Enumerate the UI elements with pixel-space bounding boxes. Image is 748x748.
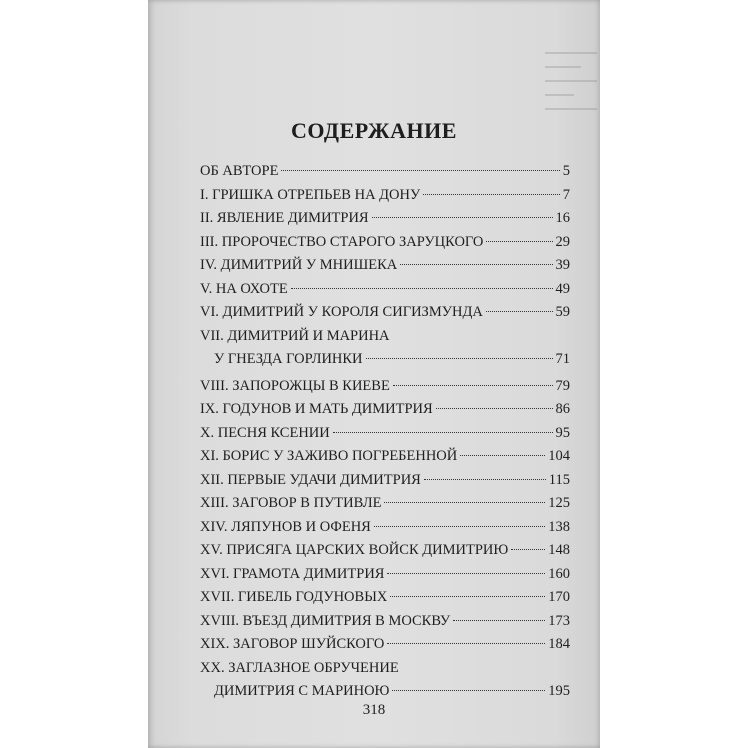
leader-dots <box>423 194 559 195</box>
toc-entry <box>200 231 570 255</box>
toc-entry-title: V. НА ОХОТЕ <box>200 280 288 297</box>
toc-entry-title: II. ЯВЛЕНИЕ ДИМИТРИЯ <box>200 210 369 226</box>
leader-dots <box>390 596 545 597</box>
toc-entry-page: 49 <box>555 280 570 297</box>
page-title: СОДЕРЖАНИЕ <box>291 118 457 143</box>
toc-entry <box>200 657 570 707</box>
toc-entry-title: XX. ЗАГЛАЗНОЕ ОБРУЧЕНИЕ <box>200 659 399 676</box>
toc-entry-title: XII. ПЕРВЫЕ УДАЧИ ДИМИТРИЯ <box>200 471 421 488</box>
toc-entry-page: 148 <box>548 542 570 558</box>
toc-entry-title: XVII. ГИБЕЛЬ ГОДУНОВЫХ <box>200 589 388 605</box>
leader-dots <box>333 432 553 433</box>
toc-entry-page: 170 <box>548 589 570 605</box>
toc-entry-title: XI. БОРИС У ЗАЖИВО ПОГРЕБЕННОЙ <box>200 448 458 464</box>
toc-entry-title: IV. ДИМИТРИЙ У МНИШЕКА <box>200 257 398 273</box>
toc-entry <box>200 398 570 422</box>
leader-dots <box>281 170 559 171</box>
toc-entry <box>200 301 570 325</box>
toc-entry-title-cont: У ГНЕЗДА ГОРЛИНКИ <box>214 351 363 367</box>
toc-entry <box>200 586 570 610</box>
toc-entry-title: XIII. ЗАГОВОР В ПУТИВЛЕ <box>200 495 382 511</box>
toc-entry-page: 173 <box>548 612 570 629</box>
toc-entry <box>200 492 570 516</box>
toc-entry <box>200 278 570 302</box>
toc-entry <box>200 563 570 587</box>
toc-entry-page: 125 <box>548 495 570 511</box>
toc-entry <box>200 633 570 657</box>
toc-entry <box>200 610 570 634</box>
toc-entry <box>200 254 570 278</box>
toc-entry <box>200 469 570 493</box>
toc-entry-title: XIX. ЗАГОВОР ШУЙСКОГО <box>200 636 385 652</box>
leader-dots <box>392 690 545 691</box>
toc-entry-title: XVI. ГРАМОТА ДИМИТРИЯ <box>200 565 385 582</box>
toc-entry-title: X. ПЕСНЯ КСЕНИИ <box>200 424 330 441</box>
leader-dots <box>393 385 553 386</box>
leader-dots <box>486 241 552 242</box>
toc-entry-title: VII. ДИМИТРИЙ И МАРИНА <box>200 327 390 344</box>
toc-entry-title: III. ПРОРОЧЕСТВО СТАРОГО ЗАРУЦКОГО <box>200 233 484 250</box>
toc-entry-title: XV. ПРИСЯГА ЦАРСКИХ ВОЙСК ДИМИТРИЮ <box>200 542 509 558</box>
toc-entry-page: 39 <box>555 257 570 273</box>
toc-entry-page: 138 <box>548 518 570 535</box>
toc-entry-title: ОБ АВТОРЕ <box>200 163 279 179</box>
leader-dots <box>486 311 553 312</box>
toc-entry-page: 29 <box>555 233 570 250</box>
toc-entry-title: XIV. ЛЯПУНОВ И ОФЕНЯ <box>200 518 371 535</box>
toc-entry-page: 7 <box>562 186 570 203</box>
toc-entry <box>200 445 570 469</box>
leader-dots <box>372 217 553 218</box>
toc-entry-page: 184 <box>548 636 570 652</box>
leader-dots <box>453 620 545 621</box>
toc-entry-page: 104 <box>548 448 570 464</box>
leader-dots <box>384 502 545 503</box>
leader-dots <box>400 264 552 265</box>
toc-entry <box>200 325 570 375</box>
toc-entry-page: 79 <box>555 377 570 394</box>
toc-entry <box>200 539 570 563</box>
toc-entry-page: 115 <box>548 471 570 488</box>
toc-entry <box>200 160 570 184</box>
toc-entry <box>200 207 570 231</box>
toc-entry <box>200 516 570 540</box>
toc-entry-page: 5 <box>562 163 570 179</box>
toc-entry-page: 71 <box>555 351 570 367</box>
toc-entry-title: XVIII. ВЪЕЗД ДИМИТРИЯ В МОСКВУ <box>200 612 451 629</box>
toc-entry-page: 59 <box>555 304 570 320</box>
toc-entry-title: I. ГРИШКА ОТРЕПЬЕВ НА ДОНУ <box>200 186 421 203</box>
leader-dots <box>387 643 545 644</box>
toc-entry-title: VIII. ЗАПОРОЖЦЫ В КИЕВЕ <box>200 377 390 394</box>
toc-entry <box>200 375 570 399</box>
toc-entry-page: 86 <box>555 401 570 417</box>
leader-dots <box>511 549 545 550</box>
toc-entry-title-cont: ДИМИТРИЯ С МАРИНОЮ <box>214 683 390 699</box>
toc-entry-page: 16 <box>555 210 570 226</box>
toc-entry <box>200 184 570 208</box>
toc-entry-title: VI. ДИМИТРИЙ У КОРОЛЯ СИГИЗМУНДА <box>200 304 483 320</box>
leader-dots <box>291 288 553 289</box>
table-of-contents <box>200 160 570 707</box>
toc-entry-page: 160 <box>548 565 570 582</box>
leader-dots <box>387 573 545 574</box>
toc-entry-title: IX. ГОДУНОВ И МАТЬ ДИМИТРИЯ <box>200 401 433 417</box>
leader-dots <box>366 358 553 359</box>
leader-dots <box>436 408 553 409</box>
toc-entry-page: 195 <box>548 683 570 699</box>
leader-dots <box>424 479 546 480</box>
leader-dots <box>460 455 545 456</box>
page-number: 318 <box>362 702 386 718</box>
leader-dots <box>374 526 545 527</box>
toc-entry <box>200 422 570 446</box>
toc-entry-page: 95 <box>555 424 570 441</box>
